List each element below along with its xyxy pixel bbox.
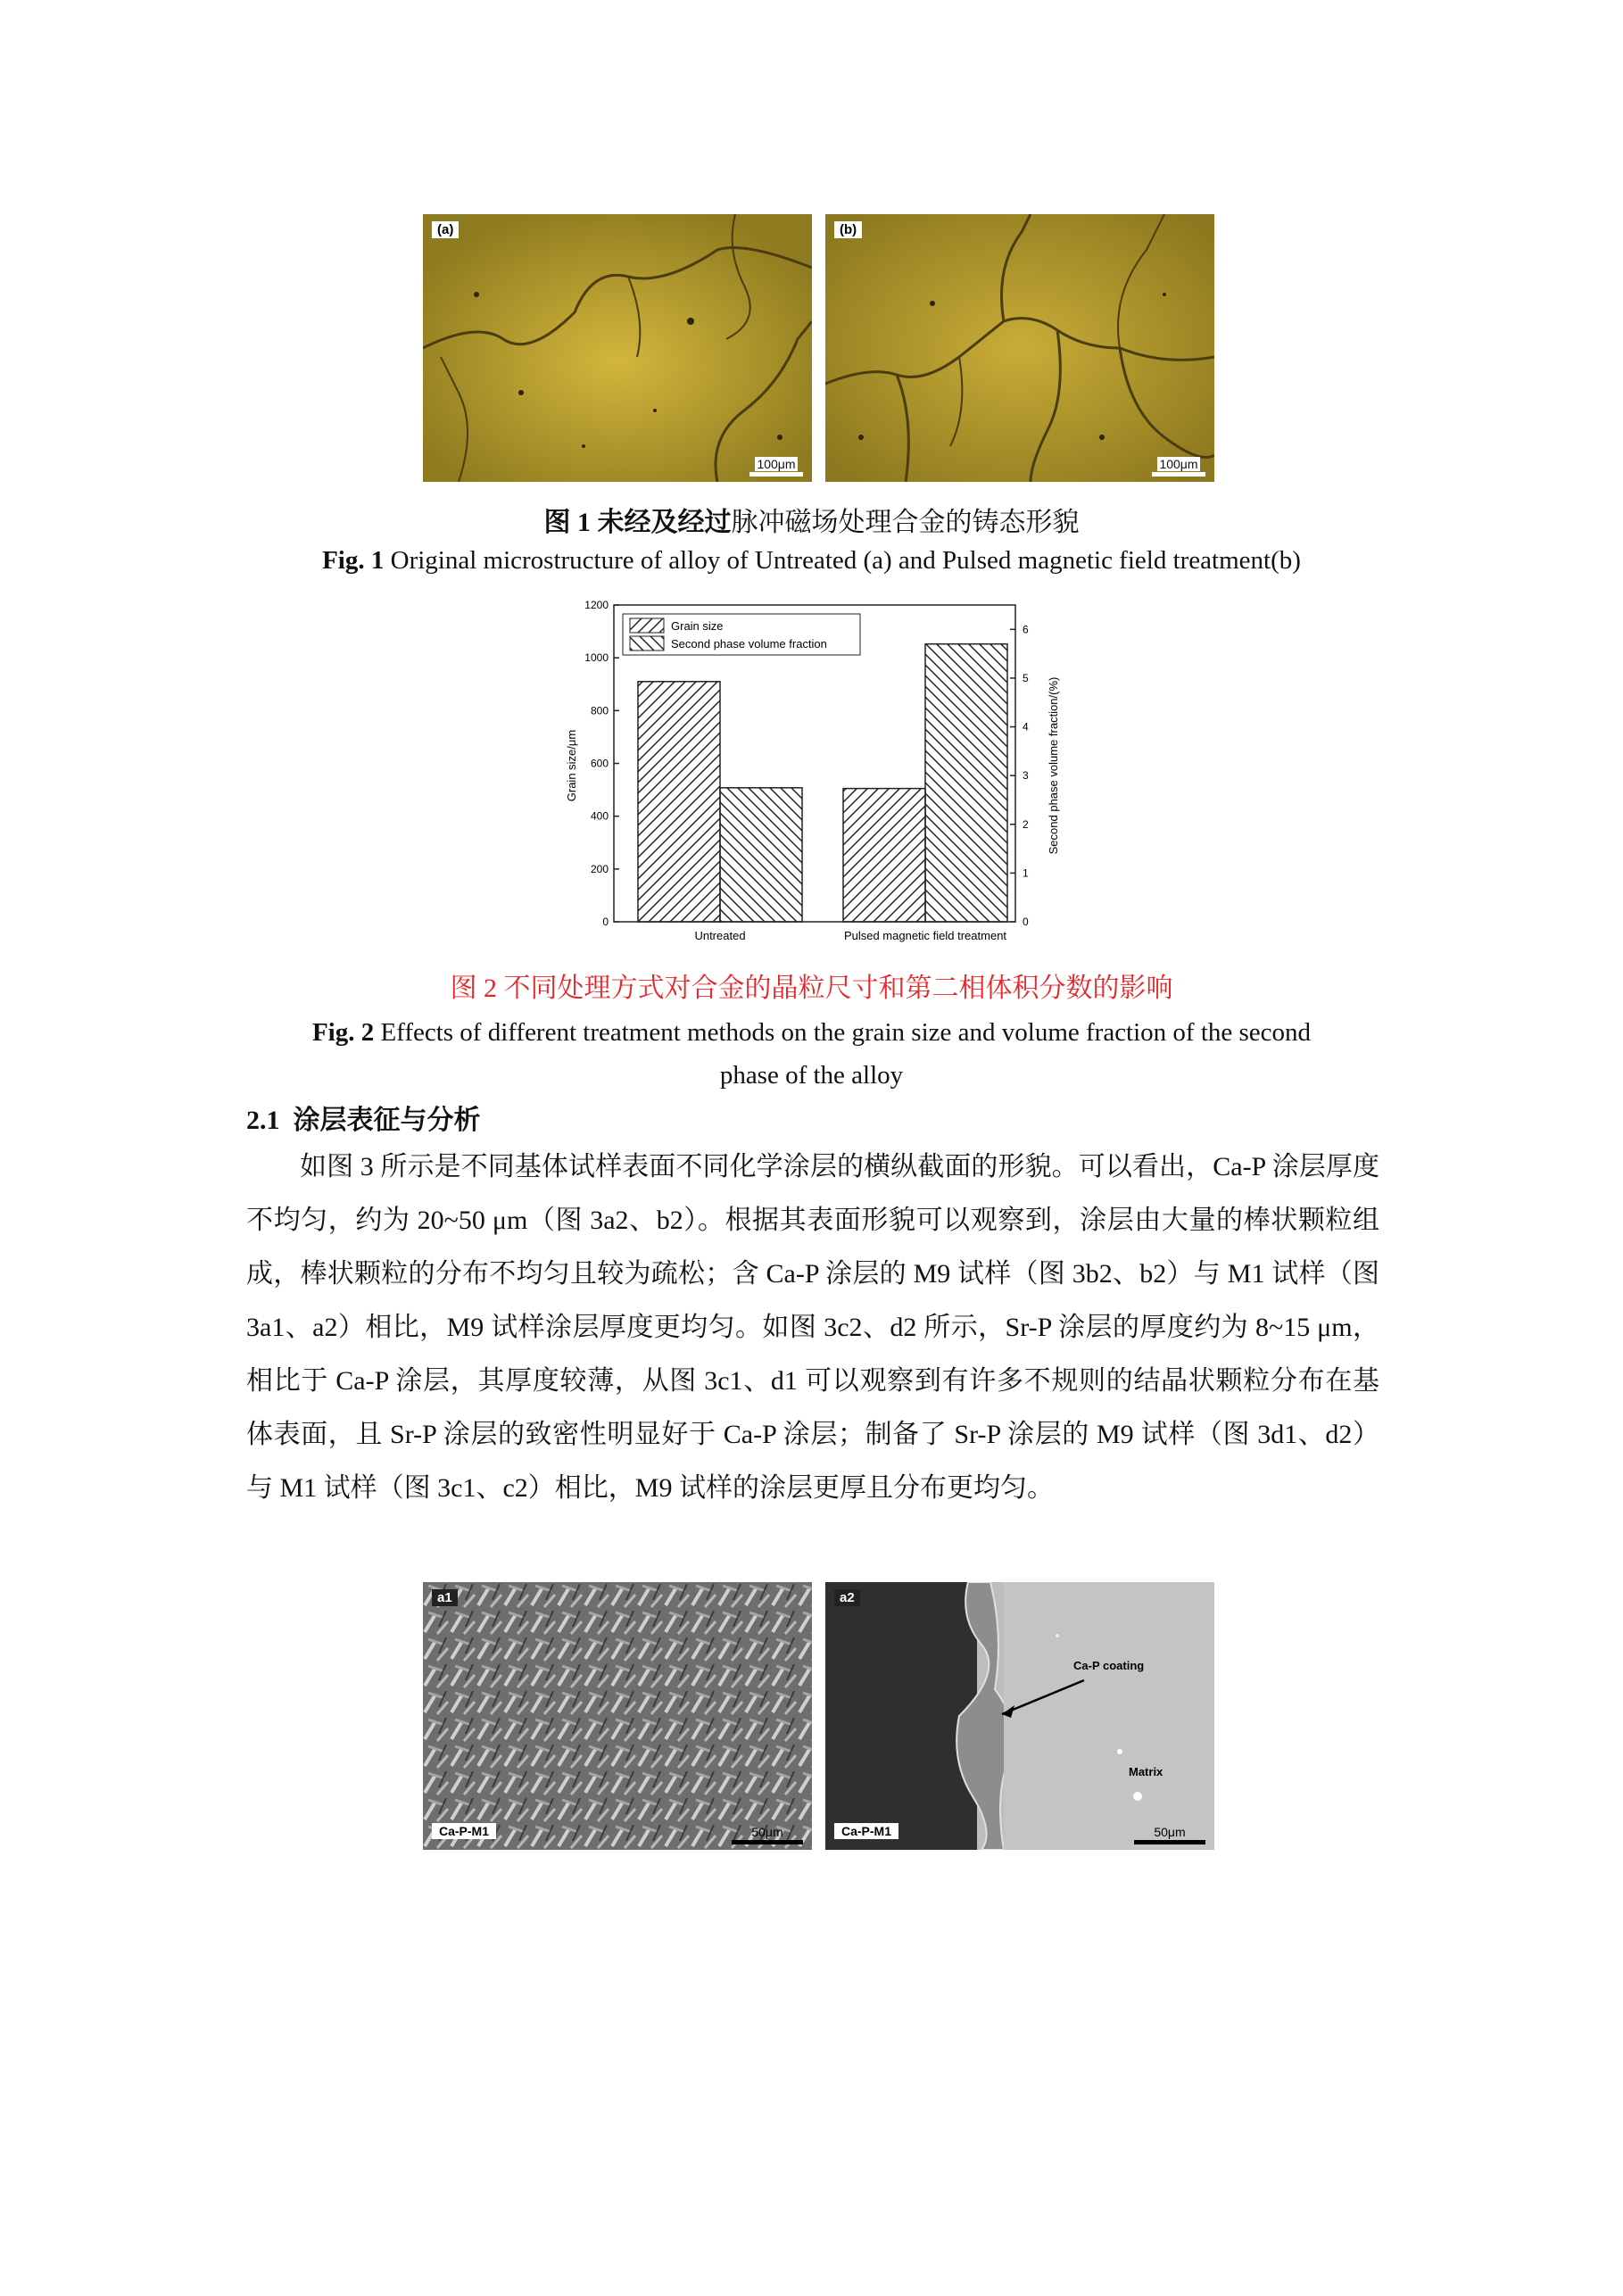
figure1-panel-b-scalebar <box>1152 457 1205 477</box>
y2-axis-label: Second phase volume fraction/(%) <box>1047 676 1060 855</box>
body-paragraph: 如图 3 所示是不同基体试样表面不同化学涂层的横纵截面的形貌。可以看出，Ca-P 涂层厚度不均匀，约为 20~50 μm（图 3a2、b2）。根据其表面形貌可以观察到，涂层由大量的棒状颗粒组成，棒状颗粒的分布不均匀且较为疏松；含 Ca-P 涂层的 M9 试样（图 3b2、b2）与 M1 试样（图 3a1、a2）相比，M9 试样涂层厚度更均匀。如图 3c2、d2 所示，Sr-P 涂层的厚度约为 8~15 μm，相比于 Ca-P 涂层，其厚度较薄，从图 3c1、d1 可以观察到有许多不规则的结晶状颗粒分布在基体表面，且 Sr-P 涂层的致密性明显好于 Ca-P 涂层；制备了 Sr-P 涂层的 M9 试样（图 3d1、d2）与 M1 试样（图 3c1、c2）相比，M9 试样的涂层更厚且分布更均匀。 <box>246 1152 1379 1503</box>
x-category-label: Untreated <box>694 929 746 942</box>
figure3-panel-a1 <box>423 1582 812 1850</box>
figure3-panel-a1-scalebar <box>732 1825 803 1844</box>
bar-second-phase <box>925 644 1007 922</box>
scale-label: 100μm <box>1159 457 1198 471</box>
y-tick-label: 1200 <box>584 599 609 611</box>
bar-second-phase <box>720 788 802 922</box>
figure3-panel-a1-sample: Ca-P-M1 <box>432 1823 496 1839</box>
figure2-caption-en <box>0 1011 1623 1097</box>
figure2-caption-en-bold: Fig. 2 <box>311 1018 375 1047</box>
y2-tick-label: 0 <box>1023 916 1029 928</box>
figure1-panel-b-label: (b) <box>834 221 862 238</box>
figure1-panel-a-scalebar <box>749 457 803 477</box>
y-axis-label: Grain size/μm <box>565 729 578 802</box>
figure1-panel-b <box>825 214 1214 482</box>
y-tick-label: 600 <box>590 757 609 770</box>
legend-swatch-grain-size <box>630 618 664 633</box>
legend-label-second-phase: Second phase volume fraction <box>671 637 827 651</box>
figure1-caption-en <box>0 546 1623 576</box>
legend-label-grain-size: Grain size <box>671 619 724 633</box>
sem-a1-texture <box>423 1582 812 1850</box>
figure2-caption-cn-text: 图 2 不同处理方式对合金的晶粒尺寸和第二相体积分数的影响 <box>450 974 1173 1003</box>
figure3-panel-a2 <box>825 1582 1214 1850</box>
y2-tick-label: 6 <box>1023 623 1029 636</box>
coating-annotation: Ca-P coating <box>1073 1659 1145 1672</box>
y2-tick-label: 2 <box>1023 817 1029 831</box>
figure1-caption-cn <box>0 500 1623 539</box>
figure3-panel-a2-label: a2 <box>834 1589 860 1606</box>
figure2-caption-en-line2: phase of the alloy <box>719 1061 904 1090</box>
y-tick-label: 0 <box>602 916 609 928</box>
figure3-panel-a2-sample: Ca-P-M1 <box>834 1823 898 1839</box>
figure1-panel-a <box>423 214 812 482</box>
y2-tick-label: 3 <box>1023 769 1029 783</box>
scale-label: 50μm <box>751 1825 783 1839</box>
figure1-caption-cn-bold: 图 1 未经及经过 <box>543 508 732 537</box>
matrix-annotation: Matrix <box>1129 1765 1163 1778</box>
figure1-panel-a-label: (a) <box>432 221 459 238</box>
y2-tick-label: 1 <box>1023 866 1029 880</box>
scale-label: 100μm <box>757 457 796 471</box>
micrograph-b-texture <box>825 214 1214 482</box>
legend-swatch-second-phase <box>630 636 664 651</box>
figure1-caption-en-rest: Original microstructure of alloy of Untreated (a) and Pulsed magnetic field treatment(b) <box>384 546 1301 575</box>
y-tick-label: 1000 <box>584 651 609 665</box>
y-tick-label: 400 <box>590 809 609 823</box>
sem-a2-texture <box>825 1582 1214 1850</box>
y-tick-label: 200 <box>590 862 609 875</box>
bar-grain-size <box>638 682 720 922</box>
figure1-caption-cn-rest: 脉冲磁场处理合金的铸态形貌 <box>731 508 1080 537</box>
micrograph-a-texture <box>423 214 812 482</box>
section-number: 2.1 <box>246 1106 280 1135</box>
section-title: 涂层表征与分析 <box>293 1106 481 1135</box>
section-heading <box>246 1098 481 1137</box>
scale-label: 50μm <box>1154 1825 1186 1839</box>
bar-grain-size <box>843 789 925 922</box>
figure1-caption-en-bold: Fig. 1 <box>322 546 385 575</box>
y2-tick-label: 4 <box>1023 720 1029 734</box>
y2-tick-label: 5 <box>1023 671 1029 684</box>
x-category-label: Pulsed magnetic field treatment <box>843 929 1007 942</box>
figure2-chart <box>535 596 1089 953</box>
figure2-caption-en-line1: Effects of different treatment methods on the grain size and volume fraction of the second <box>374 1018 1312 1047</box>
figure3-panel-a2-scalebar <box>1134 1825 1205 1844</box>
figure3-panel-a1-label: a1 <box>432 1589 458 1606</box>
figure2-caption-cn <box>0 966 1623 1005</box>
legend <box>623 614 860 655</box>
y-tick-label: 800 <box>590 704 609 717</box>
